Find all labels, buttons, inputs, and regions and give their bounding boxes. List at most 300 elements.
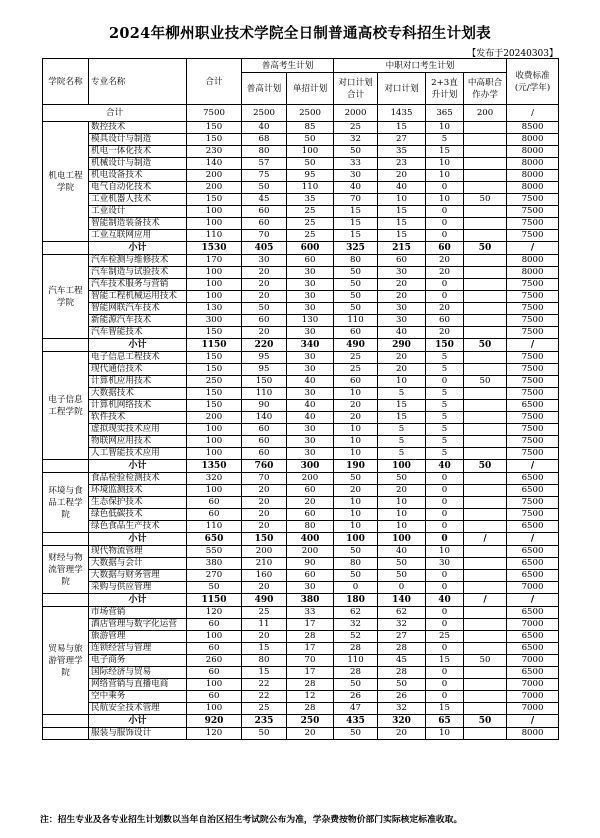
table-row (43, 388, 559, 400)
major-name: 采购与供应管理 (89, 582, 187, 594)
subtotal-cell: 325 (334, 242, 378, 255)
subtotal-row (43, 460, 559, 473)
subtotal-cell: 100 (378, 460, 426, 473)
plan-cell: 80 (334, 558, 378, 570)
plan-cell: 300 (187, 315, 242, 327)
table-row (43, 485, 559, 497)
plan-cell: 6500 (507, 558, 559, 570)
plan-cell: 30 (287, 279, 334, 291)
plan-cell (464, 303, 507, 315)
plan-cell: 17 (287, 619, 334, 631)
plan-cell: 15 (334, 230, 378, 242)
plan-cell (464, 448, 507, 460)
plan-cell: 8000 (507, 728, 559, 740)
plan-cell: 10 (334, 509, 378, 521)
grand-total-cell: 1435 (378, 105, 426, 122)
plan-cell: 7000 (507, 655, 559, 667)
plan-cell: 150 (242, 376, 287, 388)
plan-cell: 20 (242, 291, 287, 303)
plan-cell: 40 (242, 122, 287, 134)
plan-cell: 110 (242, 388, 287, 400)
page-title: 2024年柳州职业技术学院全日制普通高校专科招生计划表 (109, 25, 491, 42)
plan-cell: 15 (334, 218, 378, 230)
header-general-group: 普高考生计划 (242, 59, 334, 73)
subtotal-row (43, 715, 559, 728)
plan-cell: 27 (378, 631, 426, 643)
plan-cell: 10 (334, 448, 378, 460)
plan-cell: 7500 (507, 376, 559, 388)
plan-cell: 30 (287, 436, 334, 448)
subtotal-cell: 140 (378, 594, 426, 607)
major-name: 汽车技术服务与营销 (89, 279, 187, 291)
plan-cell: 50 (378, 473, 426, 485)
plan-cell: 5 (426, 400, 464, 412)
subtotal-cell: 100 (378, 533, 426, 546)
plan-cell: 60 (287, 509, 334, 521)
plan-cell: 95 (287, 170, 334, 182)
plan-cell: 20 (287, 728, 334, 740)
plan-cell: 45 (242, 194, 287, 206)
subtotal-cell: / (464, 533, 507, 546)
table-row (43, 703, 559, 715)
major-name: 人工智能技术应用 (89, 448, 187, 460)
plan-cell: 15 (378, 122, 426, 134)
plan-cell (464, 388, 507, 400)
plan-cell: 50 (334, 728, 378, 740)
plan-cell: 140 (242, 412, 287, 424)
plan-cell: 60 (334, 327, 378, 339)
plan-cell (464, 255, 507, 267)
table-row (43, 521, 559, 533)
subtotal-cell: / (464, 594, 507, 607)
subtotal-cell: 1530 (187, 242, 242, 255)
subtotal-spacer (43, 460, 89, 473)
plan-cell: 40 (378, 182, 426, 194)
subtotal-spacer (43, 339, 89, 352)
subtotal-cell: 50 (464, 715, 507, 728)
plan-cell: 10 (334, 436, 378, 448)
plan-cell: 30 (334, 170, 378, 182)
subtotal-label: 小计 (89, 594, 187, 607)
plan-cell: 8000 (507, 158, 559, 170)
plan-cell: 80 (242, 655, 287, 667)
plan-cell: 5 (426, 352, 464, 364)
college-name: 贸易与旅游管理学院 (43, 607, 89, 715)
plan-cell: 20 (334, 400, 378, 412)
table-row (43, 582, 559, 594)
subtotal-cell: / (507, 715, 559, 728)
plan-cell: 150 (187, 122, 242, 134)
plan-cell: 10 (378, 521, 426, 533)
subtotal-cell: 150 (242, 533, 287, 546)
plan-cell: 20 (242, 497, 287, 509)
plan-cell: 6500 (507, 643, 559, 655)
subtotal-cell: 340 (287, 339, 334, 352)
plan-cell: 52 (334, 631, 378, 643)
college-name: 财经与物流管理学院 (43, 546, 89, 594)
table-row (43, 315, 559, 327)
plan-cell: 100 (187, 291, 242, 303)
table-row (43, 631, 559, 643)
header-vocational-total: 对口计划合计 (334, 73, 378, 105)
plan-cell: 32 (378, 619, 426, 631)
major-name: 大数据与财务管理 (89, 570, 187, 582)
plan-cell: 15 (378, 412, 426, 424)
subtotal-cell: 180 (334, 594, 378, 607)
plan-cell: 200 (287, 473, 334, 485)
plan-cell: 50 (334, 267, 378, 279)
plan-cell: 20 (378, 170, 426, 182)
subtotal-spacer (43, 594, 89, 607)
subtotal-cell: / (507, 339, 559, 352)
plan-cell: 10 (426, 728, 464, 740)
plan-cell: 200 (187, 412, 242, 424)
major-name: 智能制造装备技术 (89, 218, 187, 230)
plan-cell: 20 (334, 412, 378, 424)
plan-cell: 95 (242, 364, 287, 376)
major-name: 绿色低碳技术 (89, 509, 187, 521)
subtotal-label: 小计 (89, 715, 187, 728)
plan-cell (464, 521, 507, 533)
plan-cell: 0 (426, 230, 464, 242)
plan-cell: 7500 (507, 424, 559, 436)
plan-cell: 20 (426, 303, 464, 315)
table-row (43, 436, 559, 448)
plan-cell: 30 (426, 558, 464, 570)
plan-cell: 60 (187, 643, 242, 655)
plan-cell: 5 (426, 364, 464, 376)
plan-cell: 0 (426, 473, 464, 485)
plan-cell: 0 (426, 582, 464, 594)
plan-cell: 10 (334, 521, 378, 533)
plan-cell (464, 146, 507, 158)
subtotal-cell: 60 (426, 242, 464, 255)
plan-cell: 25 (287, 218, 334, 230)
plan-cell (464, 546, 507, 558)
plan-cell: 25 (426, 631, 464, 643)
subtotal-cell: 400 (287, 533, 334, 546)
plan-cell: 20 (378, 291, 426, 303)
plan-cell: 15 (334, 206, 378, 218)
plan-cell: 0 (426, 521, 464, 533)
plan-cell: 0 (426, 206, 464, 218)
grand-total-cell: 2500 (287, 105, 334, 122)
plan-cell: 62 (378, 607, 426, 619)
subtotal-row (43, 242, 559, 255)
college-name: 机电工程学院 (43, 122, 89, 242)
plan-cell: 7500 (507, 412, 559, 424)
plan-cell: 45 (378, 655, 426, 667)
plan-cell: 8000 (507, 146, 559, 158)
plan-cell: 7000 (507, 582, 559, 594)
table-row (43, 679, 559, 691)
plan-cell: 7500 (507, 388, 559, 400)
table-row (43, 424, 559, 436)
plan-cell: 150 (187, 352, 242, 364)
plan-cell: 100 (187, 218, 242, 230)
major-name: 数控技术 (89, 122, 187, 134)
table-row (43, 291, 559, 303)
subtotal-cell: 50 (464, 339, 507, 352)
plan-cell: 23 (378, 158, 426, 170)
plan-cell: 20 (242, 509, 287, 521)
major-name: 现代通信技术 (89, 364, 187, 376)
subtotal-cell: 490 (334, 339, 378, 352)
plan-cell: 7500 (507, 291, 559, 303)
subtotal-cell: 290 (378, 339, 426, 352)
plan-cell: 50 (378, 570, 426, 582)
table-row (43, 412, 559, 424)
plan-cell: 11 (242, 619, 287, 631)
college-name: 汽车工程学院 (43, 255, 89, 339)
plan-cell: 50 (464, 194, 507, 206)
subtotal-cell: 215 (378, 242, 426, 255)
major-name: 旅游管理 (89, 631, 187, 643)
plan-cell: 50 (287, 158, 334, 170)
plan-cell: 60 (242, 448, 287, 460)
major-name: 电子信息工程技术 (89, 352, 187, 364)
subtotal-cell: 300 (287, 460, 334, 473)
plan-cell: 32 (334, 134, 378, 146)
plan-cell: 7500 (507, 327, 559, 339)
plan-cell: 60 (187, 509, 242, 521)
plan-cell: 20 (287, 497, 334, 509)
table-row (43, 230, 559, 242)
table-row (43, 327, 559, 339)
table-row (43, 667, 559, 679)
plan-cell: 75 (242, 170, 287, 182)
plan-cell: 60 (187, 691, 242, 703)
plan-cell (464, 607, 507, 619)
plan-cell: 7500 (507, 303, 559, 315)
plan-cell: 260 (187, 655, 242, 667)
plan-cell: 20 (378, 364, 426, 376)
plan-cell: 10 (426, 194, 464, 206)
major-name: 智能工程机械运用技术 (89, 291, 187, 303)
plan-cell: 230 (187, 146, 242, 158)
plan-cell (464, 134, 507, 146)
plan-cell: 17 (287, 643, 334, 655)
plan-cell: 8000 (507, 134, 559, 146)
plan-cell: 50 (464, 376, 507, 388)
major-name: 大数据与会计 (89, 558, 187, 570)
plan-cell (464, 631, 507, 643)
table-row (43, 122, 559, 134)
major-name: 服装与服饰设计 (89, 728, 187, 740)
plan-cell (464, 570, 507, 582)
plan-cell (464, 679, 507, 691)
plan-cell: 50 (334, 303, 378, 315)
plan-cell: 30 (287, 448, 334, 460)
plan-cell: 28 (334, 643, 378, 655)
plan-cell: 70 (242, 473, 287, 485)
major-name: 新能源汽车技术 (89, 315, 187, 327)
subtotal-cell: 65 (426, 715, 464, 728)
plan-cell: 15 (426, 703, 464, 715)
subtotal-cell: 380 (287, 594, 334, 607)
plan-cell: 25 (334, 352, 378, 364)
plan-cell: 20 (242, 327, 287, 339)
plan-cell: 0 (426, 218, 464, 230)
plan-cell: 17 (287, 667, 334, 679)
plan-cell: 26 (334, 691, 378, 703)
plan-cell: 7500 (507, 352, 559, 364)
plan-cell: 60 (242, 315, 287, 327)
plan-cell: 7500 (507, 364, 559, 376)
plan-cell: 33 (334, 158, 378, 170)
plan-cell: 5 (426, 388, 464, 400)
plan-cell: 0 (426, 376, 464, 388)
plan-cell: 8000 (507, 255, 559, 267)
plan-cell: 5 (378, 424, 426, 436)
major-name: 工业互联网应用 (89, 230, 187, 242)
plan-cell: 170 (187, 255, 242, 267)
plan-cell: 7500 (507, 436, 559, 448)
plan-cell: 110 (287, 182, 334, 194)
plan-cell (464, 703, 507, 715)
major-name: 环境监测技术 (89, 485, 187, 497)
plan-cell: 70 (242, 230, 287, 242)
table-row (43, 509, 559, 521)
subtotal-cell: / (507, 242, 559, 255)
plan-cell: 30 (287, 327, 334, 339)
plan-cell: 50 (378, 558, 426, 570)
subtotal-cell: 150 (426, 339, 464, 352)
major-name: 民航安全技术管理 (89, 703, 187, 715)
plan-cell: 7000 (507, 619, 559, 631)
plan-cell: 7500 (507, 230, 559, 242)
plan-cell: 60 (242, 206, 287, 218)
plan-cell: 10 (426, 122, 464, 134)
subtotal-cell: 490 (242, 594, 287, 607)
plan-cell: 28 (287, 679, 334, 691)
plan-cell: 32 (378, 703, 426, 715)
plan-cell: 50 (334, 570, 378, 582)
table-row (43, 303, 559, 315)
table-row (43, 655, 559, 667)
plan-cell (464, 412, 507, 424)
plan-cell: 50 (464, 655, 507, 667)
plan-cell: 200 (287, 546, 334, 558)
plan-cell: 50 (334, 279, 378, 291)
plan-cell: 140 (187, 158, 242, 170)
plan-cell: 8500 (507, 122, 559, 134)
plan-cell: 8000 (507, 182, 559, 194)
plan-cell: 70 (334, 194, 378, 206)
plan-cell: 150 (187, 364, 242, 376)
college-name-empty (43, 728, 89, 740)
major-name: 物联网应用技术 (89, 436, 187, 448)
major-name: 机电一体化技术 (89, 146, 187, 158)
plan-cell (464, 619, 507, 631)
plan-cell: 25 (242, 607, 287, 619)
plan-cell: 20 (242, 521, 287, 533)
table-row (43, 182, 559, 194)
plan-cell: 100 (187, 485, 242, 497)
plan-cell: 7000 (507, 679, 559, 691)
plan-cell: 0 (426, 691, 464, 703)
plan-cell: 100 (187, 703, 242, 715)
plan-cell: 150 (187, 388, 242, 400)
plan-cell: 15 (426, 655, 464, 667)
subtotal-cell: 920 (187, 715, 242, 728)
plan-cell: 250 (187, 376, 242, 388)
major-name: 模具设计与制造 (89, 134, 187, 146)
plan-cell: 25 (334, 122, 378, 134)
plan-cell (464, 230, 507, 242)
plan-cell: 0 (426, 667, 464, 679)
plan-cell: 30 (378, 315, 426, 327)
major-name: 软件技术 (89, 412, 187, 424)
plan-cell: 20 (378, 485, 426, 497)
plan-cell: 28 (334, 667, 378, 679)
major-name: 绿色食品生产技术 (89, 521, 187, 533)
plan-cell: 20 (334, 485, 378, 497)
plan-cell: 25 (242, 703, 287, 715)
plan-cell: 20 (242, 631, 287, 643)
plan-cell (464, 728, 507, 740)
major-name: 大数据技术 (89, 388, 187, 400)
major-name: 电气自动化技术 (89, 182, 187, 194)
plan-cell (464, 218, 507, 230)
plan-cell: 30 (287, 424, 334, 436)
plan-cell: 0 (426, 607, 464, 619)
plan-cell: 5 (426, 436, 464, 448)
header-major: 专业名称 (89, 59, 187, 105)
plan-cell: 50 (242, 303, 287, 315)
plan-cell (464, 364, 507, 376)
plan-cell: 15 (378, 206, 426, 218)
plan-cell: 100 (187, 279, 242, 291)
plan-cell: 7000 (507, 691, 559, 703)
plan-cell: 6500 (507, 473, 559, 485)
plan-cell (464, 327, 507, 339)
plan-cell: 60 (242, 424, 287, 436)
plan-cell (464, 267, 507, 279)
plan-cell: 200 (242, 546, 287, 558)
subtotal-cell: 320 (378, 715, 426, 728)
plan-cell: 30 (287, 582, 334, 594)
plan-cell: 15 (242, 667, 287, 679)
plan-cell: 60 (287, 485, 334, 497)
plan-cell: 30 (378, 267, 426, 279)
grand-total-cell: 7500 (187, 105, 242, 122)
plan-cell: 28 (287, 631, 334, 643)
plan-cell: 10 (378, 194, 426, 206)
plan-cell: 30 (287, 388, 334, 400)
plan-cell: 32 (334, 619, 378, 631)
plan-cell: 60 (187, 619, 242, 631)
header-vocational-plan: 对口计划 (378, 73, 426, 105)
subtotal-cell: 405 (242, 242, 287, 255)
major-name: 空中乘务 (89, 691, 187, 703)
plan-cell: 60 (187, 497, 242, 509)
table-row (43, 352, 559, 364)
plan-cell: 28 (378, 667, 426, 679)
plan-cell: 6500 (507, 631, 559, 643)
plan-cell: 60 (242, 218, 287, 230)
plan-cell: 0 (426, 279, 464, 291)
plan-cell (464, 206, 507, 218)
plan-cell: 30 (287, 291, 334, 303)
plan-cell: 28 (378, 643, 426, 655)
plan-cell: 7500 (507, 448, 559, 460)
plan-cell: 7500 (507, 497, 559, 509)
table-row (43, 134, 559, 146)
plan-cell (464, 582, 507, 594)
plan-cell: 40 (334, 182, 378, 194)
plan-cell: 10 (334, 388, 378, 400)
